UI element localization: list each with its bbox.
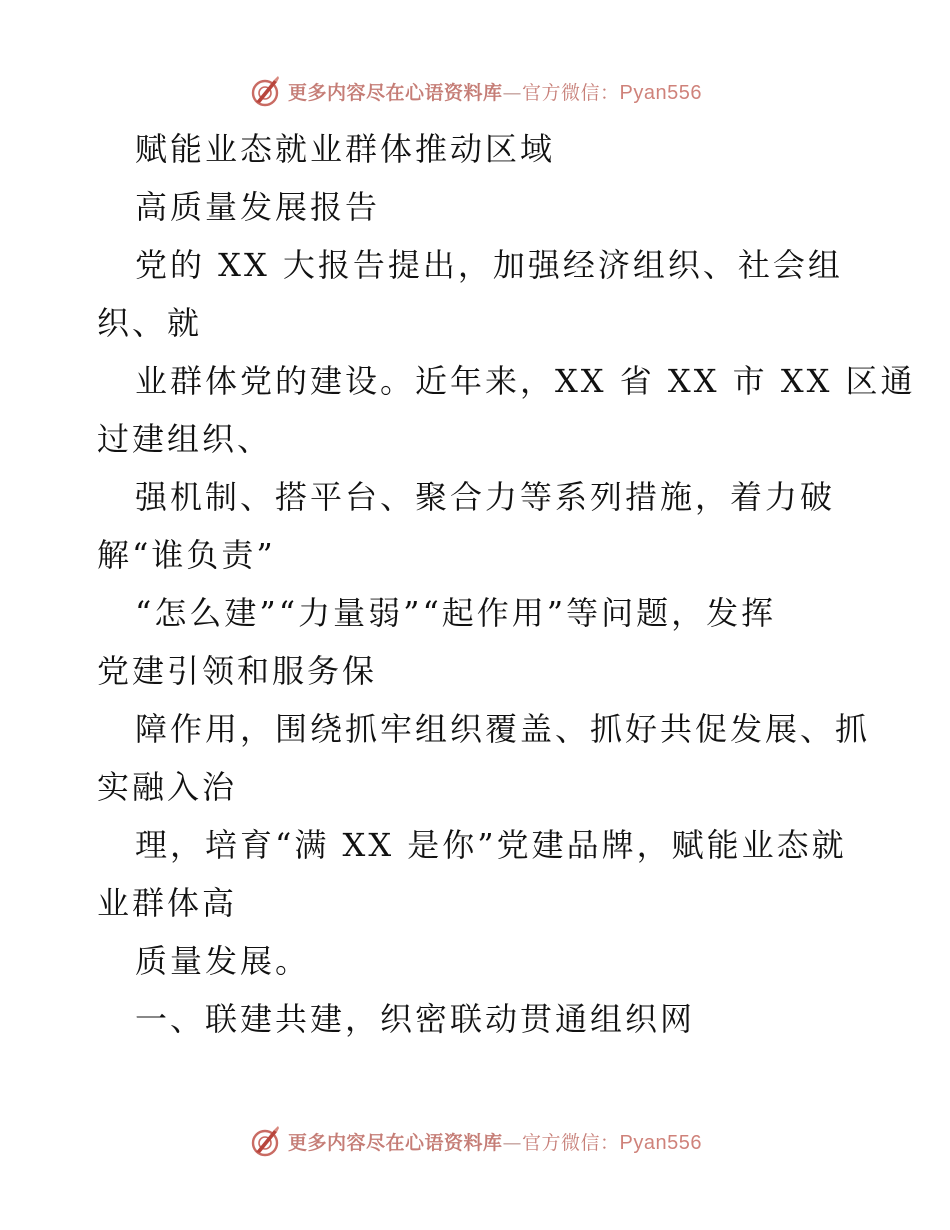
text-line: 解“谁负责” xyxy=(97,536,276,574)
text-line: 实融入治 xyxy=(97,768,238,806)
watermark-separator: — xyxy=(502,1131,523,1154)
text-line: 党建引领和服务保 xyxy=(97,652,378,690)
text-line: 赋能业态就业群体推动区域 xyxy=(135,130,556,168)
text-line: 过建组织、 xyxy=(97,420,273,458)
text-line: 理，培育“满 XX 是你”党建品牌，赋能业态就 xyxy=(135,826,847,864)
watermark-brand: 更多内容尽在心语资料库 xyxy=(288,81,503,104)
text-line: 党的 XX 大报告提出，加强经济组织、社会组 xyxy=(135,246,843,284)
header-watermark xyxy=(0,71,950,111)
text-line: “怎么建”“力量弱”“起作用”等问题，发挥 xyxy=(135,594,777,632)
text-line: 织、就 xyxy=(97,304,203,342)
text-line: 障作用，围绕抓牢组织覆盖、抓好共促发展、抓 xyxy=(135,710,871,748)
watermark-text xyxy=(288,1128,702,1155)
text-line: 业群体党的建设。近年来，XX 省 XX 市 XX 区通 xyxy=(135,362,916,400)
footer-watermark xyxy=(0,1121,950,1161)
watermark-separator: — xyxy=(502,81,523,104)
watermark-wechat-label: 官方微信： xyxy=(522,81,620,104)
text-line: 业群体高 xyxy=(97,884,238,922)
text-line: 质量发展。 xyxy=(135,942,311,980)
watermark-handle: Pyan556 xyxy=(619,81,702,104)
text-line: 高质量发展报告 xyxy=(135,188,381,226)
document-body xyxy=(97,120,916,1048)
watermark-inner xyxy=(248,74,702,108)
quill-logo-icon xyxy=(248,74,282,108)
watermark-text xyxy=(288,78,702,105)
watermark-inner xyxy=(248,1124,702,1158)
watermark-wechat-label: 官方微信： xyxy=(522,1131,620,1154)
quill-logo-icon xyxy=(248,1124,282,1158)
text-line: 一、联建共建，织密联动贯通组织网 xyxy=(135,1000,696,1038)
text-line: 强机制、搭平台、聚合力等系列措施，着力破 xyxy=(135,478,836,516)
watermark-handle: Pyan556 xyxy=(619,1131,702,1154)
watermark-brand: 更多内容尽在心语资料库 xyxy=(288,1131,503,1154)
